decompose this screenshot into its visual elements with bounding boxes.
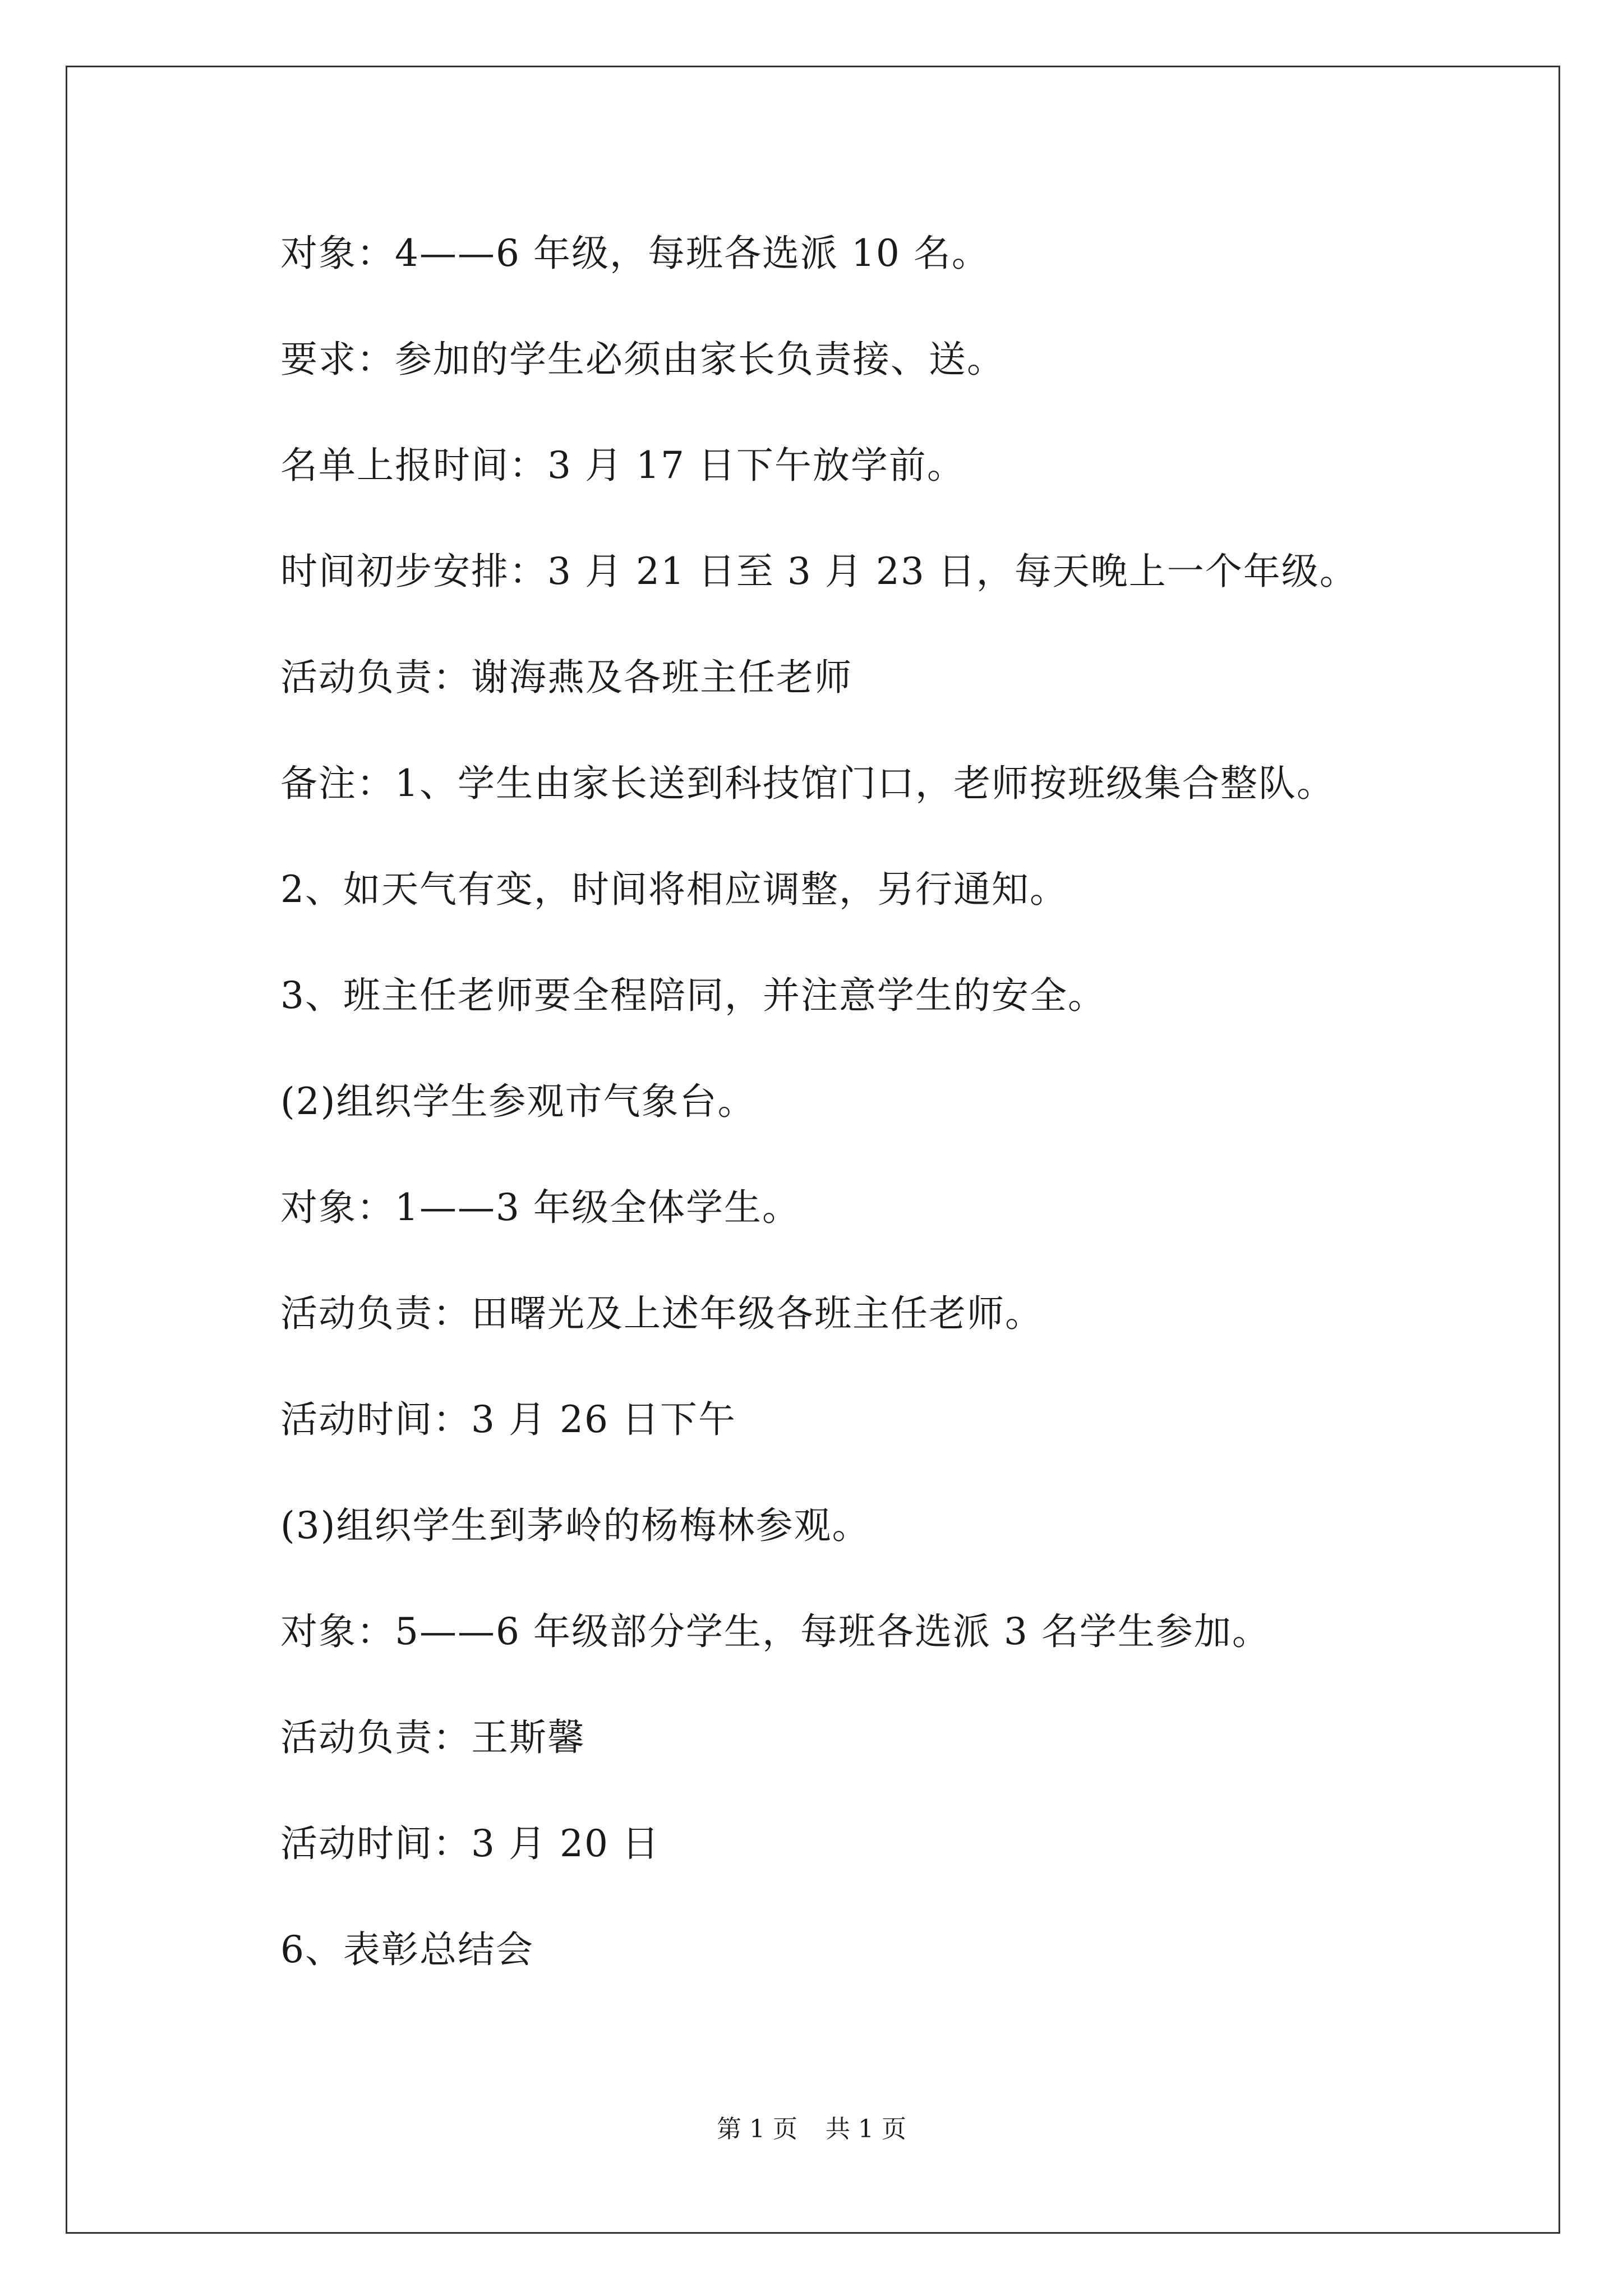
page-total: 共 1 页 — [826, 2115, 906, 2143]
text-line: (2)组织学生参观市气象台。 — [280, 1080, 756, 1123]
text-line: 对象：5——6 年级部分学生，每班各选派 3 名学生参加。 — [280, 1610, 1270, 1653]
text-line: 2、如天气有变，时间将相应调整，另行通知。 — [280, 868, 1068, 911]
text-line: 要求：参加的学生必须由家长负责接、送。 — [280, 338, 1005, 381]
text-line: 活动负责：王斯馨 — [280, 1716, 585, 1759]
text-line: 活动时间：3 月 20 日 — [280, 1822, 660, 1865]
page-number: 第 1 页 — [717, 2115, 797, 2143]
text-line: 6、表彰总结会 — [280, 1928, 534, 1971]
page-footer — [0, 2114, 1623, 2145]
text-line: 3、班主任老师要全程陪同，并注意学生的安全。 — [280, 974, 1106, 1017]
text-line: 对象：4——6 年级，每班各选派 10 名。 — [280, 232, 990, 275]
page-border — [66, 66, 1560, 2234]
text-line: 活动时间：3 月 26 日下午 — [280, 1398, 736, 1441]
text-line: 名单上报时间：3 月 17 日下午放学前。 — [280, 444, 965, 487]
text-line: 活动负责：田曙光及上述年级各班主任老师。 — [280, 1292, 1043, 1335]
text-line: (3)组织学生到茅岭的杨梅林参观。 — [280, 1504, 870, 1547]
text-line: 对象：1——3 年级全体学生。 — [280, 1186, 800, 1229]
text-line: 时间初步安排：3 月 21 日至 3 月 23 日，每天晚上一个年级。 — [280, 550, 1358, 593]
text-line: 备注：1、学生由家长送到科技馆门口，老师按班级集合整队。 — [280, 762, 1335, 805]
text-line: 活动负责：谢海燕及各班主任老师 — [280, 656, 852, 699]
